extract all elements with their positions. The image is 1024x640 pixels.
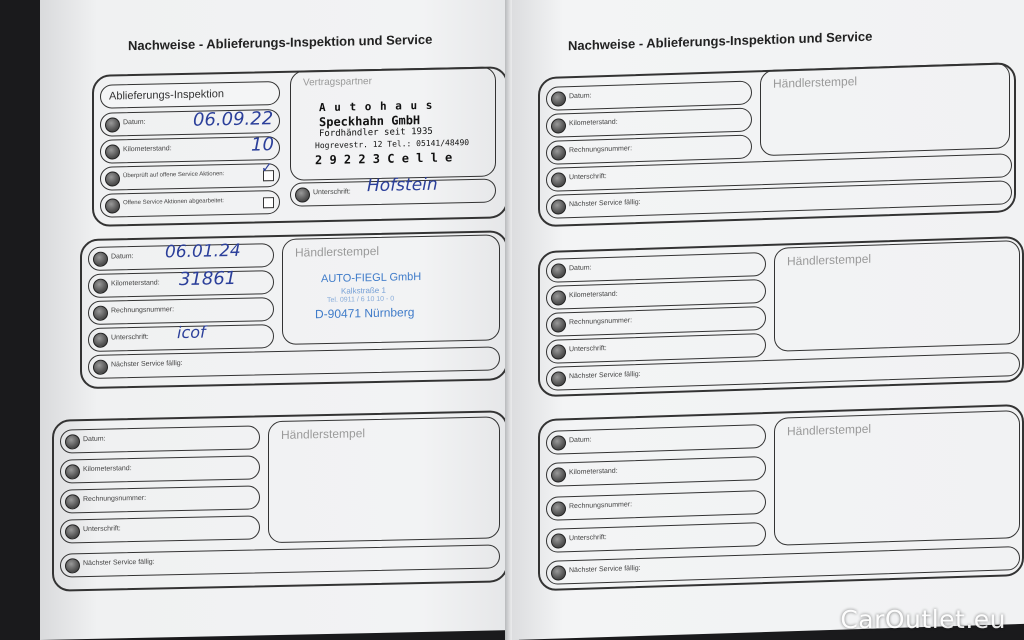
right-service-block-1	[538, 62, 1016, 227]
bullet-icon	[551, 172, 566, 187]
title-row	[100, 81, 280, 109]
bullet-icon	[105, 171, 120, 186]
row-label: Datum:	[569, 436, 592, 445]
bullet-icon	[105, 144, 120, 159]
blue-stamp-line: Tel. 0911 / 6 10 10 - 0	[327, 295, 395, 304]
signature-row	[546, 522, 766, 553]
bullet-icon	[295, 187, 310, 202]
handwritten-date: 06.01.24	[165, 240, 241, 263]
dealer-stamp-label: Händlerstempel	[787, 251, 872, 269]
next-service-row	[88, 346, 500, 379]
dealer-stamp-label: Händlerstempel	[773, 74, 858, 91]
invoice-row	[546, 490, 766, 521]
right-service-block-3	[538, 404, 1024, 591]
row-label: Datum:	[83, 435, 106, 444]
dealer-stamp-box	[282, 234, 500, 345]
service-block-1	[80, 230, 508, 389]
bullet-icon	[65, 464, 80, 479]
bullet-icon	[93, 360, 108, 375]
km-row	[546, 279, 766, 310]
row-label: Kilometerstand:	[569, 118, 618, 128]
row-label: Rechnungsnummer:	[569, 145, 633, 155]
bullet-icon	[551, 533, 566, 548]
row-label: Unterschrift:	[569, 345, 607, 354]
next-service-row	[60, 544, 500, 577]
partner-label: Vertragspartner	[303, 76, 372, 89]
date-row	[60, 425, 260, 453]
invoice-row	[546, 134, 752, 164]
next-service-row	[546, 546, 1020, 585]
bullet-icon	[551, 435, 566, 450]
signature-row	[546, 333, 766, 364]
blue-stamp-line: D-90471 Nürnberg	[315, 305, 415, 322]
bullet-icon	[551, 317, 566, 332]
dealer-stamp-label: Händlerstempel	[281, 426, 366, 442]
open-actions-check-row	[100, 160, 280, 191]
handwritten-km: 31861	[179, 267, 237, 291]
date-row	[546, 252, 766, 283]
bullet-icon	[93, 306, 108, 321]
row-label: Nächster Service fällig:	[569, 370, 641, 381]
bullet-icon	[105, 198, 120, 213]
right-service-block-2	[538, 236, 1024, 397]
invoice-row	[546, 306, 766, 337]
row-label: Überprüft auf offene Service Aktionen:	[123, 171, 225, 180]
row-label: Kilometerstand:	[569, 467, 618, 477]
partner-stamp-line: Speckhahn GmbH	[319, 113, 421, 130]
row-label: Nächster Service fällig:	[83, 558, 155, 568]
invoice-row	[60, 485, 260, 513]
row-label: Datum:	[111, 253, 134, 261]
bullet-icon	[551, 118, 566, 133]
signature-row	[88, 324, 274, 352]
bullet-icon	[551, 263, 566, 278]
right-page-heading: Nachweise - Ablieferungs-Inspektion und Service	[568, 28, 873, 54]
row-label: Unterschrift:	[83, 525, 121, 534]
row-label: Unterschrift:	[569, 534, 607, 543]
bullet-icon	[65, 494, 80, 509]
checkbox[interactable]	[263, 197, 274, 208]
row-label: Kilometerstand:	[83, 465, 132, 474]
row-label: Rechnungsnummer:	[111, 306, 175, 315]
row-label: Unterschrift:	[111, 333, 149, 342]
bullet-icon	[551, 501, 566, 516]
dealer-stamp-box	[774, 240, 1020, 352]
bullet-icon	[551, 467, 566, 482]
delivery-inspection-block	[92, 66, 508, 227]
bullet-icon	[551, 371, 566, 386]
bullet-icon	[65, 434, 80, 449]
title-row-label: Ablieferungs-Inspektion	[109, 88, 224, 103]
partner-stamp-box	[290, 66, 496, 180]
bullet-icon	[551, 91, 566, 106]
row-label: Unterschrift:	[569, 173, 607, 182]
km-row	[546, 456, 766, 487]
dealer-stamp-box	[268, 416, 500, 543]
bullet-icon	[551, 145, 566, 160]
blue-stamp-line: AUTO-FIEGL GmbH	[321, 271, 422, 286]
km-row	[60, 455, 260, 483]
watermark-logo: CarOutlet.eu	[840, 605, 1006, 634]
row-label: Offene Service Aktionen abgearbeitet:	[123, 198, 224, 207]
bullet-icon	[65, 524, 80, 539]
signature-row	[60, 515, 260, 543]
row-label: Nächster Service fällig:	[569, 564, 641, 575]
bullet-icon	[551, 565, 566, 580]
date-row	[88, 240, 274, 271]
handwritten-km: 10	[251, 134, 274, 156]
left-page-heading: Nachweise - Ablieferungs-Inspektion und Service	[128, 31, 433, 54]
bullet-icon	[93, 279, 108, 294]
km-row	[88, 267, 274, 298]
bullet-icon	[93, 333, 108, 348]
handwritten-signature: Hofstein	[367, 174, 438, 197]
signature-row	[290, 174, 496, 206]
dealer-stamp-box	[774, 410, 1020, 546]
date-row	[546, 424, 766, 455]
bullet-icon	[551, 199, 566, 214]
row-label: Kilometerstand:	[111, 279, 160, 288]
partner-stamp-line: Hogrevestr. 12 Tel.: 05141/48490	[315, 138, 470, 151]
check-mark-icon: ✓	[261, 160, 273, 177]
partner-stamp-line: 2 9 2 2 3 C e l l e	[315, 150, 453, 168]
right-page	[512, 0, 1024, 640]
invoice-row	[88, 297, 274, 325]
row-label: Datum:	[569, 264, 592, 273]
km-row	[100, 136, 280, 164]
date-row	[546, 80, 752, 110]
dealer-stamp-label: Händlerstempel	[295, 243, 380, 260]
row-label: Rechnungsnummer:	[83, 494, 147, 504]
bullet-icon	[65, 558, 80, 573]
partner-stamp-line: A u t o h a u s	[319, 98, 434, 115]
km-row	[546, 107, 752, 137]
handwritten-signature: icof	[177, 322, 206, 343]
dealer-stamp-label: Händlerstempel	[787, 421, 872, 439]
handwritten-date: 06.09.22	[193, 108, 274, 131]
date-row	[100, 109, 280, 137]
bullet-icon	[105, 117, 120, 132]
row-label: Rechnungsnummer:	[569, 317, 633, 327]
row-label: Rechnungsnummer:	[569, 501, 633, 511]
row-label: Nächster Service fällig:	[569, 198, 641, 209]
open-actions-done-row	[100, 190, 280, 218]
bullet-icon	[551, 344, 566, 359]
row-label: Datum:	[569, 92, 592, 101]
partner-stamp-line: Fordhändler seit 1935	[319, 126, 433, 140]
row-label: Datum:	[123, 118, 146, 127]
row-label: Kilometerstand:	[569, 290, 618, 300]
bullet-icon	[93, 252, 108, 267]
row-label: Nächster Service fällig:	[111, 360, 183, 369]
dealer-stamp-box	[760, 62, 1010, 156]
left-page	[40, 0, 518, 640]
bullet-icon	[551, 290, 566, 305]
row-label: Unterschrift:	[313, 188, 351, 197]
service-block-2	[52, 410, 508, 592]
blue-stamp-line: Kalkstraße 1	[341, 285, 386, 296]
row-label: Kilometerstand:	[123, 145, 172, 154]
